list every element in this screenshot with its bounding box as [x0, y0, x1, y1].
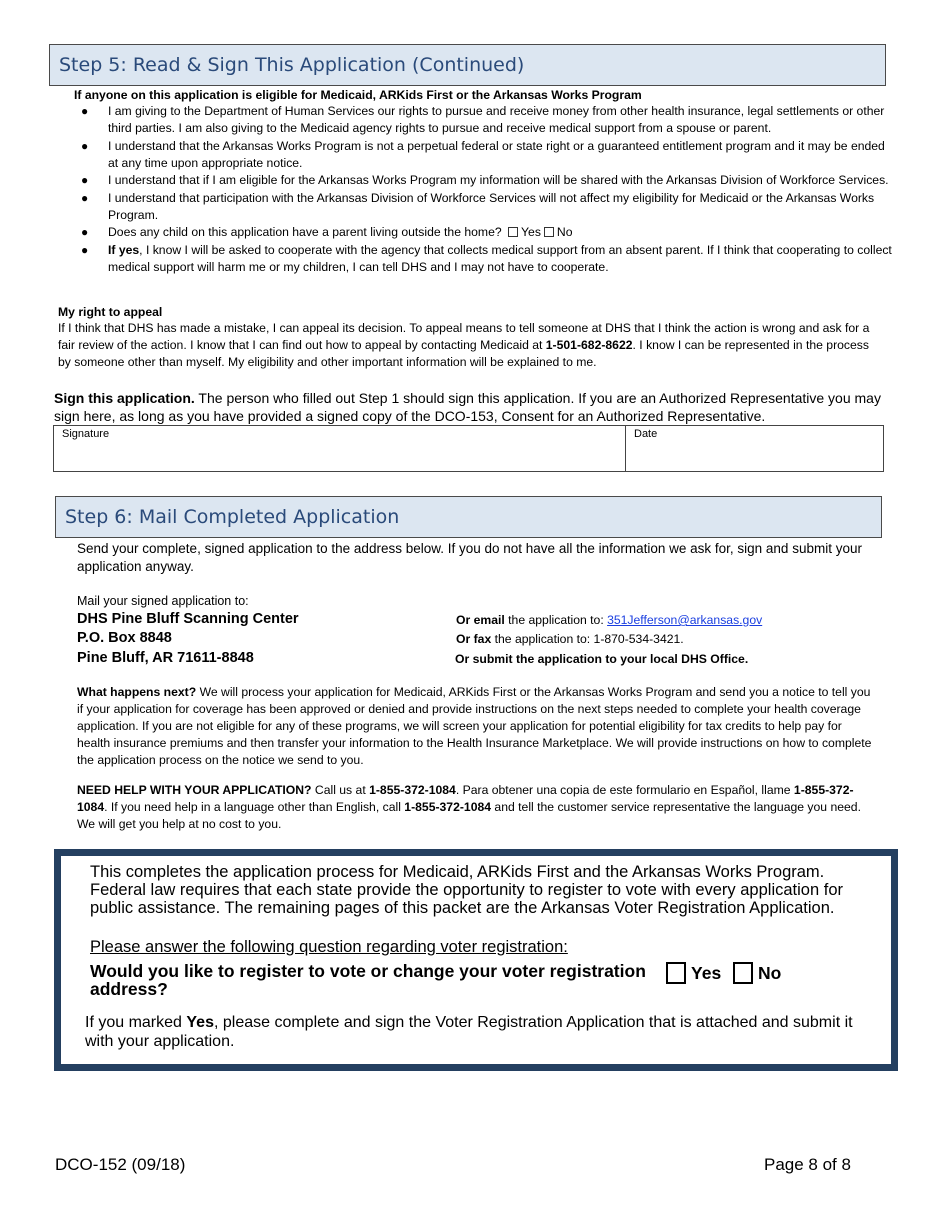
voter-question: Would you like to register to vote or change your voter registration address? — [90, 961, 646, 999]
date-field[interactable] — [626, 426, 883, 471]
date-label: Date — [634, 428, 658, 440]
step5-title: Step 5: Read & Sign This Application (Continued) — [59, 54, 525, 76]
parent-no-label: No — [556, 225, 573, 239]
voter-yes-checkbox[interactable] — [666, 962, 686, 984]
step5-header — [49, 44, 886, 86]
list-item: ● I understand that if I am eligible for the Arkansas Works Program my information will be shared with the Arkansas Division of Workforce Services. — [81, 173, 889, 187]
voter-yes-label: Yes — [691, 962, 722, 983]
appeal-heading: My right to appeal — [58, 305, 163, 319]
step6-header — [55, 496, 882, 538]
voter-yes-option[interactable] — [666, 962, 721, 984]
parent-yes-label: Yes — [521, 225, 541, 239]
step6-title: Step 6: Mail Completed Application — [65, 506, 400, 528]
list-item: ● I am giving to the Department of Human Services our rights to pursue and receive money from other health insurance, legal settlements or other third parties. I am also giving to the Medicaid agency rights to pursue and receive medical support from a spouse or parent. — [81, 104, 885, 135]
sign-instructions: Sign this application. The person who filled out Step 1 should sign this application. If you are an Authorized Representative you may sign here, as long as you have provided a signed copy of the DCO-153, Consent for an Authorized Representative. — [54, 390, 881, 424]
parent-no-checkbox[interactable] — [544, 227, 554, 237]
eligibility-heading: If anyone on this application is eligible for Medicaid, ARKids First or the Arkansas Works Program — [74, 88, 642, 102]
signature-label: Signature — [62, 428, 110, 440]
address-line: P.O. Box 8848 — [77, 630, 172, 646]
signature-table — [53, 425, 884, 472]
office-option: Or submit the application to your local DHS Office. — [455, 652, 749, 666]
address-line: Pine Bluff, AR 71611-8848 — [77, 650, 254, 666]
voter-no-checkbox[interactable] — [733, 962, 753, 984]
form-id: DCO-152 (09/18) — [55, 1155, 186, 1174]
voter-no-label: No — [758, 962, 782, 983]
rights-list — [76, 103, 896, 276]
voter-intro: This completes the application process for Medicaid, ARKids First and the Arkansas Works Program. Federal law requires that each state provide the opportunity to register to vote with every application for public assistance. The remaining pages of this packet are the Arkansas Voter Registration Application. — [90, 863, 843, 917]
voter-no-option[interactable] — [733, 962, 781, 984]
list-item: ● If yes, I know I will be asked to cooperate with the agency that collects medical support from an absent parent. If I think that cooperating to collect medical support will harm me or my children, I can tell DHS and I may not have to cooperate. — [81, 242, 892, 274]
parent-question-text: Does any child on this application have a parent living outside the home? — [108, 225, 502, 239]
appeal-text: If I think that DHS has made a mistake, I can appeal its decision. To appeal means to tell someone at DHS that I think the action is wrong and ask for a fair review of the action. I know that I can find out how to appeal by contacting Medicaid at 1-501-682-8622. I know I can be represented in the process by someone other than myself. My eligibility and other important information will be explained to me. — [58, 321, 870, 369]
mail-label: Mail your signed application to: — [77, 594, 249, 608]
email-option: Or email the application to: 351Jefferson@arkansas.gov — [456, 613, 763, 627]
voter-note: If you marked Yes, please complete and sign the Voter Registration Application that is attached and submit it with your application. — [85, 1014, 853, 1050]
fax-option: Or fax the application to: 1-870-534-3421. — [456, 632, 684, 646]
voter-registration-box — [54, 849, 898, 1071]
appeal-phone: 1-501-682-8622 — [545, 338, 633, 352]
parent-yes-checkbox[interactable] — [508, 227, 518, 237]
send-instructions: Send your complete, signed application to the address below. If you do not have all the information we ask for, sign and submit your application anyway. — [77, 541, 862, 574]
help-text: NEED HELP WITH YOUR APPLICATION? Call us at 1-855-372-1084. Para obtener una copia de este formulario en Español, llame 1-855-372-1084. If you need help in a language other than English, call 1-855-372-1084 and tell the customer service representative the language you need. We will get you help at no cost to you. — [77, 783, 861, 831]
list-item-parent-question: ● Does any child on this application have a parent living outside the home? Yes No — [81, 225, 573, 239]
voter-question-label: Please answer the following question regarding voter registration: — [90, 938, 568, 956]
address-line: DHS Pine Bluff Scanning Center — [77, 611, 299, 627]
what-happens-next: What happens next? We will process your application for Medicaid, ARKids First or the Arkansas Works Program and send you a notice to tell you if your application for coverage has been approved or denied and provide instructions on the next steps needed to complete your health coverage application. If you are not eligible for any of these programs, we will screen your application for potential eligibility for tax credits to help pay for health insurance premiums and then transfer your information to the Health Insurance Marketplace. We will provide instructions on how to complete the application process on the notice we send to you. — [77, 685, 872, 767]
signature-field[interactable] — [54, 426, 626, 471]
list-item: ● I understand that participation with the Arkansas Division of Workforce Services will not affect my eligibility for Medicaid or the Arkansas Works Program. — [81, 190, 875, 222]
list-item: ● I understand that the Arkansas Works Program is not a perpetual federal or state right or a guaranteed entitlement program and it may be ended at any time upon appropriate notice. — [81, 138, 885, 170]
email-link[interactable]: 351Jefferson@arkansas.gov — [607, 613, 763, 627]
page-number: Page 8 of 8 — [764, 1155, 851, 1174]
